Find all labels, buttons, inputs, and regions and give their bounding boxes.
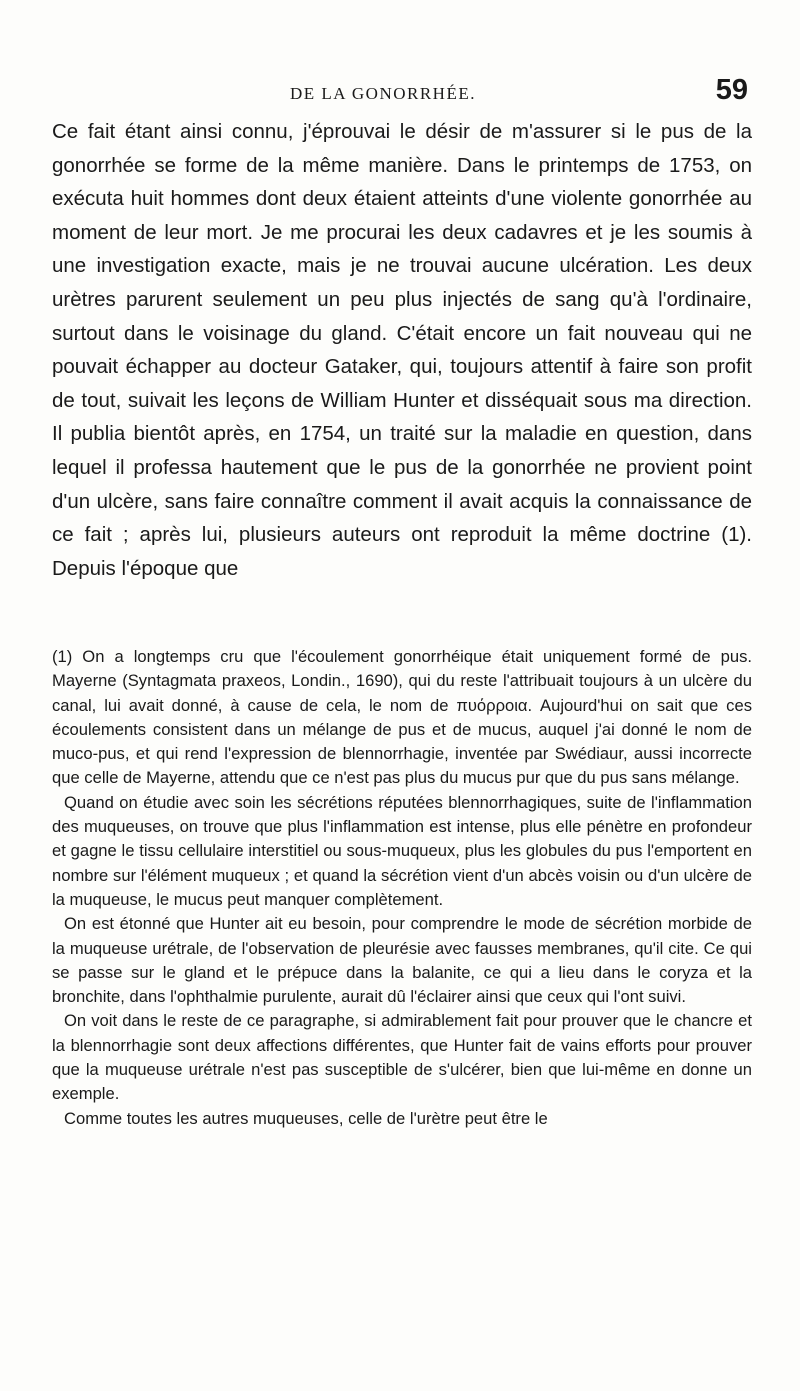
footnote-paragraph: (1) On a longtemps cru que l'écoulement gonorrhéique était uniquement formé de pus. Mayerne (Syntagmata praxeos, Londin., 1690), qui du reste l'attribuait toujours à un ulcère du canal, lui avait donné, à cause de cela, le nom de πυόρροια. Aujourd'hui on sait que ces écoulements consistent dans un mélange de pus et de mucus, auquel j'ai donné le nom de muco-pus, et qui rend l'expression de blennorrhagie, inventée par Swédiaur, aussi incorrecte que celle de Mayerne, attendu que ce n'est pas plus du mucus pur que du pus sans mélange. bbox=[52, 647, 752, 788]
footnote-paragraph: On est étonné que Hunter ait eu besoin, pour comprendre le mode de sécrétion morbide de la muqueuse urétrale, de l'observation de pleurésie avec fausses membranes, qu'il cite. Ce qui se passe sur le gland et le prépuce dans la balanite, ce qui a lieu dans le coryza et la bronchite, dans l'ophthalmie purulente, aurait dû l'éclairer ainsi que ceux qui l'ont suivi. bbox=[52, 914, 752, 1007]
page-number: 59 bbox=[715, 74, 748, 106]
running-title: DE LA GONORRHÉE. bbox=[290, 84, 476, 103]
main-paragraph: Ce fait étant ainsi connu, j'éprouvai le désir de m'assurer si le pus de la gonorrhée se forme de la même manière. Dans le printemps de 1753, on exécuta huit hommes dont deux étaient atteints d'une violente gonorrhée au moment de leur mort. Je me procurai les deux cadavres et je les soumis à une investigation exacte, mais je ne trouvai aucune ulcération. Les deux urètres parurent seulement un peu plus injectés de sang qu'à l'ordinaire, surtout dans le voisinage du gland. C'était encore un fait nouveau qui ne pouvait échapper au docteur Gataker, qui, toujours attentif à faire son profit de tout, suivait les leçons de William Hunter et disséquait sous ma direction. Il publia bientôt après, en 1754, un traité sur la maladie en question, dans lequel il professa hautement que le pus de la gonorrhée ne provient point d'un ulcère, sans faire connaître comment il avait acquis la connaissance de ce fait ; après lui, plusieurs auteurs ont reproduit la même doctrine (1). Depuis l'époque que bbox=[52, 120, 752, 580]
footnote-paragraph: On voit dans le reste de ce paragraphe, si admirablement fait pour prouver que le chancre et la blennorrhagie sont deux affections différentes, que Hunter fait de vains efforts pour prouver que la muqueuse urétrale n'est pas susceptible de s'ulcérer, bien que lui-même en donne un exemple. bbox=[52, 1011, 752, 1104]
footnote-paragraph: Comme toutes les autres muqueuses, celle de l'urètre peut être le bbox=[64, 1108, 548, 1128]
running-head bbox=[0, 74, 800, 108]
footnote-paragraph: Quand on étudie avec soin les sécrétions réputées blennorrhagiques, suite de l'inflammation des muqueuses, on trouve que plus l'inflammation est intense, plus elle pénètre en profondeur et gagne le tissu cellulaire interstitiel ou sous-muqueux, plus les globules du pus l'emportent en nombre sur l'élément muqueux ; et quand la sécrétion vient d'un abcès voisin ou d'un ulcère de la muqueuse, le mucus peut manquer complètement. bbox=[52, 792, 752, 909]
footnote-block bbox=[52, 645, 752, 1131]
